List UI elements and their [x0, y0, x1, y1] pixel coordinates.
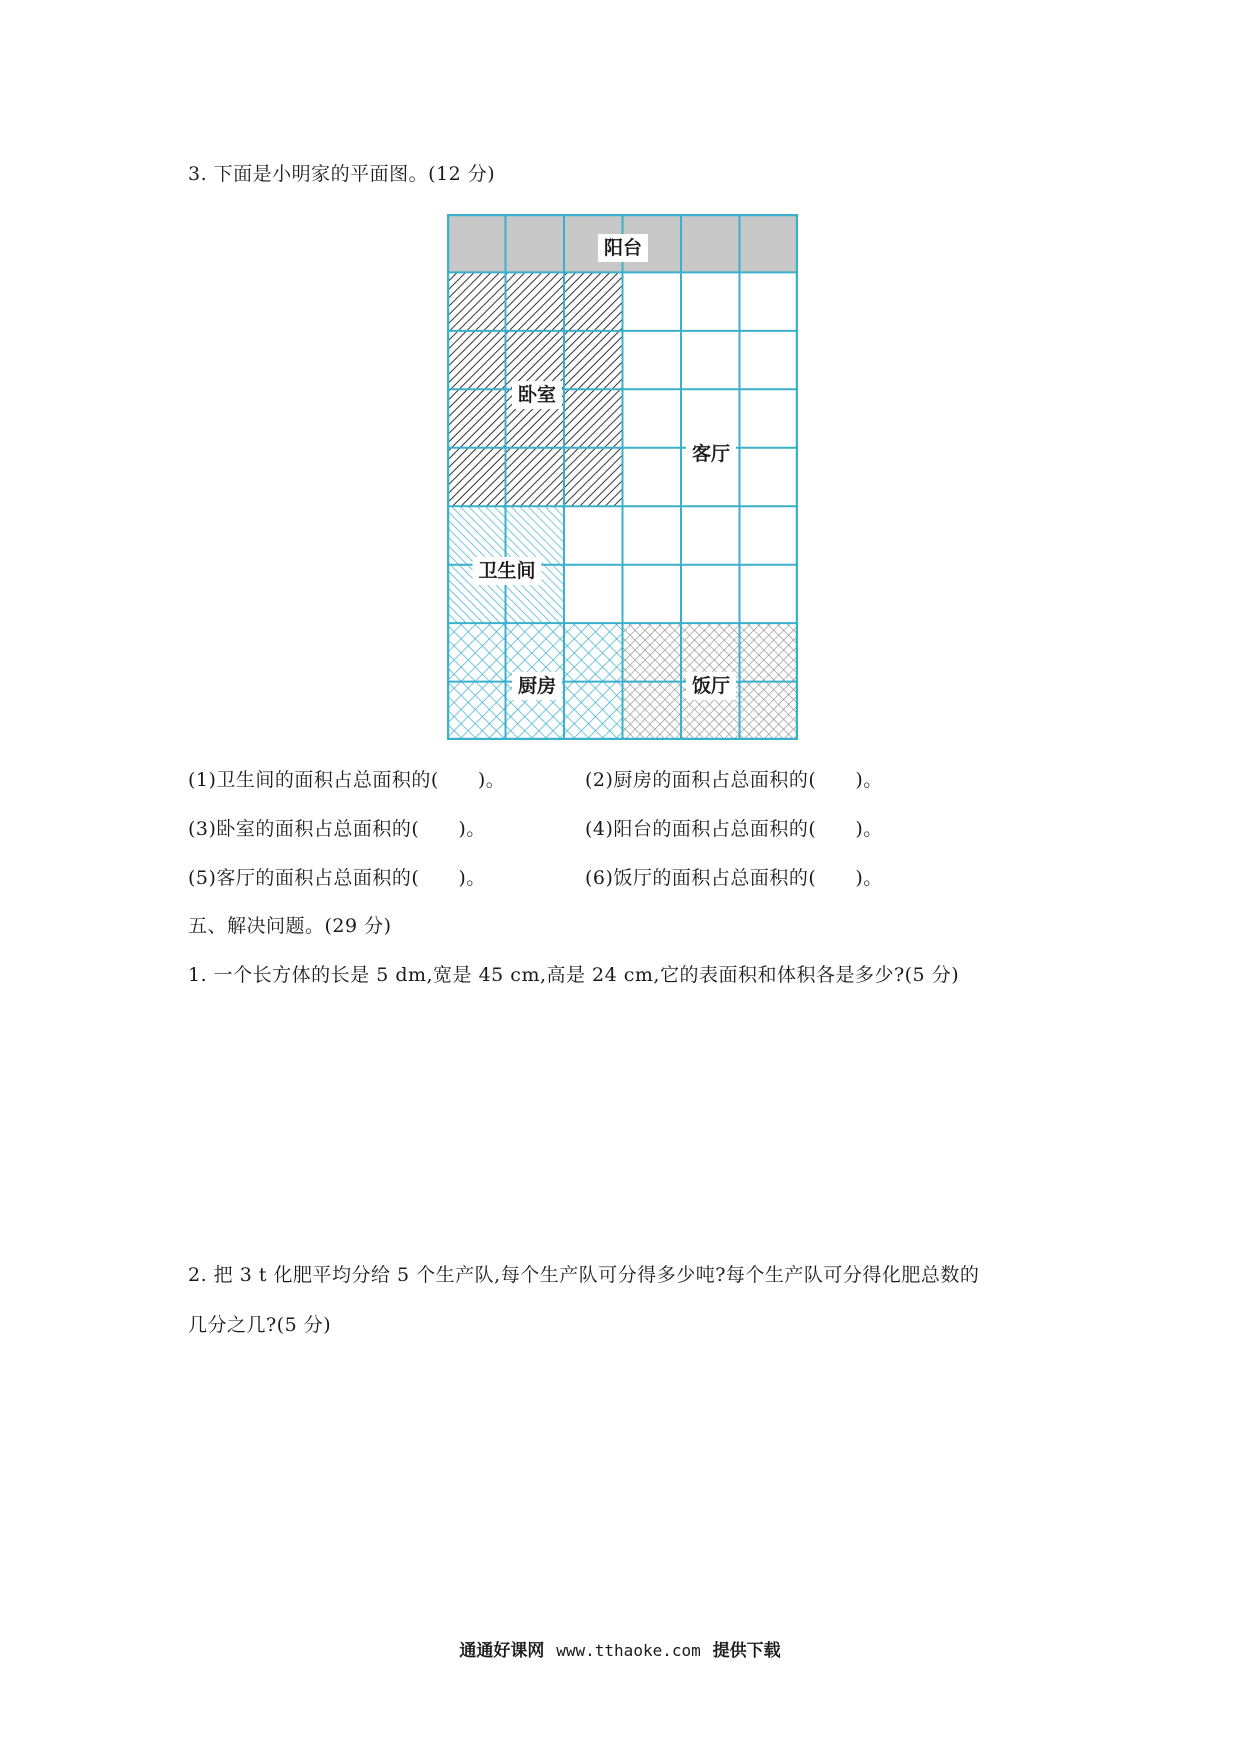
subquestion-5: (5)客厅的面积占总面积的( )。	[188, 867, 486, 889]
dining-room-label: 饭厅	[686, 672, 736, 700]
living-room-label: 客厅	[686, 440, 736, 468]
problem-2-line-2: 几分之几?(5 分)	[188, 1314, 332, 1336]
subquestion-1: (1)卫生间的面积占总面积的( )。	[188, 769, 506, 791]
floor-plan-grid	[447, 214, 798, 740]
kitchen-label: 厨房	[512, 672, 562, 700]
subquestion-6: (6)饭厅的面积占总面积的( )。	[585, 867, 883, 889]
section-5-title: 五、解决问题。(29 分)	[188, 915, 392, 937]
footer-site-name: 通通好课网	[459, 1641, 545, 1661]
footer-download-text: 提供下载	[712, 1641, 781, 1661]
bathroom-label: 卫生间	[472, 557, 541, 585]
page-footer	[0, 1636, 1240, 1661]
floor-plan	[447, 214, 798, 740]
subquestion-4: (4)阳台的面积占总面积的( )。	[585, 818, 883, 840]
problem-2-line-1: 2. 把 3 t 化肥平均分给 5 个生产队,每个生产队可分得多少吨?每个生产队可分得化肥总数的	[188, 1264, 980, 1286]
footer-url[interactable]: www.tthaoke.com	[556, 1641, 701, 1660]
balcony-label: 阳台	[598, 234, 648, 262]
question-3-title: 3. 下面是小明家的平面图。(12 分)	[188, 163, 496, 185]
subquestion-2: (2)厨房的面积占总面积的( )。	[585, 769, 883, 791]
subquestion-3: (3)卧室的面积占总面积的( )。	[188, 818, 486, 840]
problem-1: 1. 一个长方体的长是 5 dm,宽是 45 cm,高是 24 cm,它的表面积和体积各是多少?(5 分)	[188, 964, 960, 986]
bedroom-label: 卧室	[512, 381, 562, 409]
